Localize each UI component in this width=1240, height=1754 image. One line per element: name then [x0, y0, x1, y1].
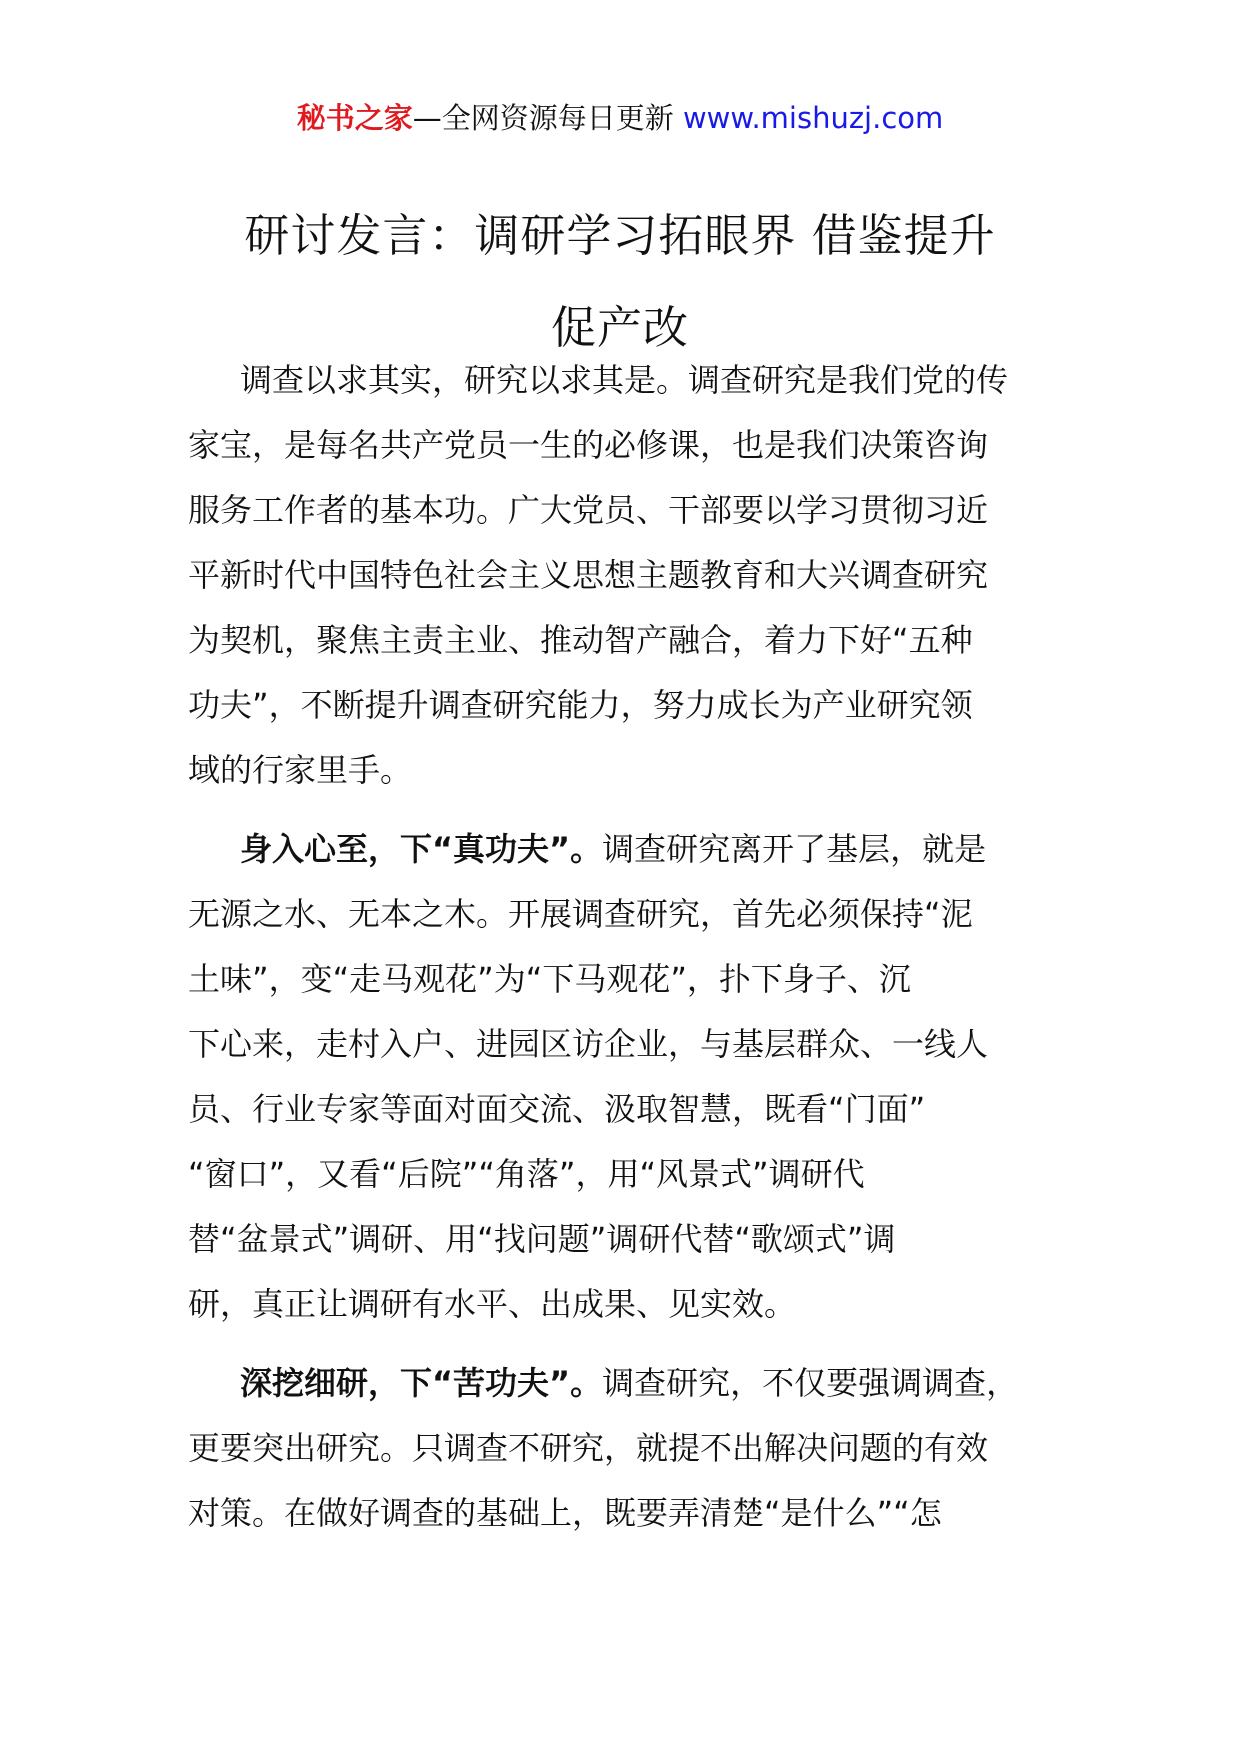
text-line: 下心来，走村入户、进园区访企业，与基层群众、一线人: [188, 1025, 989, 1063]
text-line: 无源之水、无本之木。开展调查研究，首先必须保持“泥: [188, 895, 973, 933]
text-line: 对策。在做好调查的基础上，既要弄清楚“是什么”“怎: [188, 1494, 942, 1532]
text-line: 功夫”，不断提升调查研究能力，努力成长为产业研究领: [188, 686, 973, 724]
text-line: 家宝，是每名共产党员一生的必修课，也是我们决策咨询: [188, 426, 989, 464]
text-line: 平新时代中国特色社会主义思想主题教育和大兴调查研究: [188, 556, 989, 594]
paragraph-section-1: [188, 817, 1078, 1337]
title-line-2: 促产改: [550, 301, 689, 355]
text-line: 更要突出研究。只调查不研究，就提不出解决问题的有效: [188, 1429, 989, 1467]
text-run: 调查研究离开了基层，就是: [602, 830, 987, 868]
text-line: 研，真正让调研有水平、出成果、见实效。: [188, 1285, 797, 1323]
section-heading: 深挖细研，下“苦功夫”。: [240, 1364, 603, 1402]
text-line: 调查以求其实，研究以求其是。调查研究是我们党的传: [240, 361, 1009, 399]
document-body: [188, 348, 1078, 1560]
site-header: [0, 98, 1240, 138]
text-line: [188, 817, 1078, 882]
title-line-1: 研讨发言：调研学习拓眼界 借鉴提升: [244, 209, 996, 263]
brand-name: 秘书之家: [296, 101, 413, 135]
text-line: 为契机，聚焦主责主业、推动智产融合，着力下好“五种: [188, 621, 973, 659]
text-line: 替“盆景式”调研、用“找问题”调研代替“歌颂式”调: [188, 1220, 896, 1258]
document-title: [180, 190, 1060, 374]
text-line: 域的行家里手。: [188, 751, 413, 789]
header-slogan: —全网资源每日更新: [412, 101, 683, 135]
text-line: “窗口”，又看“后院”“角落”，用“风景式”调研代: [188, 1155, 865, 1193]
section-heading: 身入心至，下“真功夫”。: [240, 830, 603, 868]
paragraph-section-2: [188, 1351, 1078, 1546]
site-url-link[interactable]: www.mishuzj.com: [682, 101, 944, 135]
text-line: [188, 1351, 1078, 1416]
text-line: 服务工作者的基本功。广大党员、干部要以学习贯彻习近: [188, 491, 989, 529]
paragraph-intro: [188, 348, 1078, 803]
text-run: 调查研究，不仅要强调调查，: [602, 1364, 1019, 1402]
text-line: 土味”，变“走马观花”为“下马观花”，扑下身子、沉: [188, 960, 911, 998]
text-line: 员、行业专家等面对面交流、汲取智慧，既看“门面”: [188, 1090, 926, 1128]
